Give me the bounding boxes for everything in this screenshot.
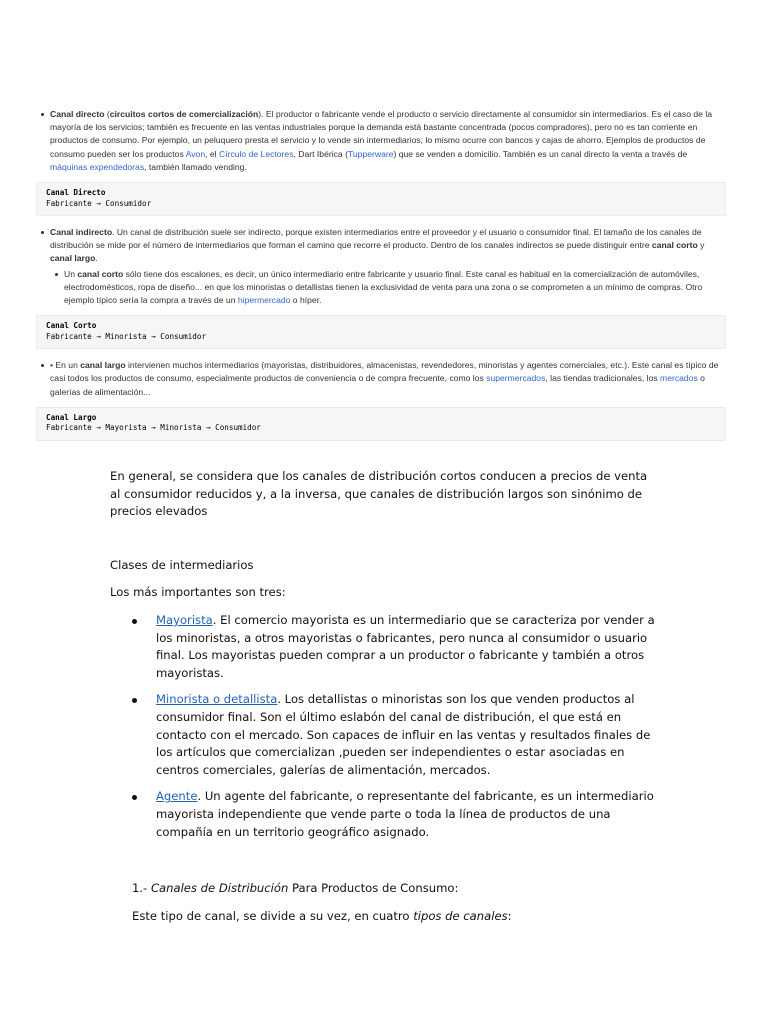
code-line: Fabricante → Mayorista → Minorista → Consumidor: [46, 423, 261, 433]
intro-paragraph: En general, se considera que los canales de distribución cortos conducen a precios de venta al consumidor reducidos y, a la inversa, que canales de distribución largos son sinónimo de precios elevados: [110, 469, 648, 519]
direct-channel-bullet: Canal directo (circuitos cortos de comercialización). El productor o fabricante vende el producto o servicio directamente al consumidor sin intermediarios. Es el caso de la mayoría de los servicios; también es frecuente en las ventas industriales porque la demanda está bastante concentrada (pocos compradores), pero no es tan corriente en productos de consumo. Por ejemplo, un peluquero presta el servicio y lo vende sin intermediarios; lo mismo ocurre con bancos y cajas de ahorro. Ejemplos de productos de consumo pueden ser los productos Avon, el Círculo de Lectores, Dart Ibérica (Tupperware) que se venden a domicilio. También es un canal directo la venta a través de máquinas expendedoras, también llamado vending.: [36, 108, 726, 174]
link-mayorista[interactable]: Mayorista: [156, 613, 213, 627]
intermediaries-list: [110, 612, 660, 841]
list-item-mayorista: Mayorista. El comercio mayorista es un intermediario que se caracteriza por vender a los minoristas, a otros mayoristas o fabricantes, pero nunca al consumidor o usuario final. Los mayoristas pueden comprar a un productor o fabricante y también a otros mayoristas.: [110, 612, 660, 682]
short-channel-bullet: Un canal corto sólo tiene dos escalones, es decir, un único intermediario entre fabricante y usuario final. Este canal es habitual en la comercialización de automóviles, electrodomésticos, ropa de diseño... en que los minoristas o detallistas tienen la exclusividad de venta para una zona o se comprometen a un mínimo de compras. Otro ejemplo típico sería la compra a través de un hipermercado o híper.: [36, 268, 726, 308]
code-title: Canal Directo: [46, 188, 106, 198]
link-avon[interactable]: Avon: [185, 148, 206, 159]
link-tupperware[interactable]: Tupperware: [347, 148, 394, 159]
code-line: Fabricante → Minorista → Consumidor: [46, 331, 207, 341]
code-block-long: [36, 407, 726, 441]
link-mercados[interactable]: mercados: [660, 373, 698, 384]
link-minorista[interactable]: Minorista o detallista: [156, 692, 278, 707]
link-agente[interactable]: Agente: [156, 789, 198, 804]
code-title: Canal Largo: [46, 412, 97, 422]
code-block-direct: [36, 182, 726, 216]
link-circulo-lectores[interactable]: Círculo de Lectores: [218, 148, 294, 159]
code-line: Fabricante → Consumidor: [46, 198, 152, 208]
list-item-minorista: Minorista o detallista. Los detallistas o minoristas son los que venden productos al consumidor final. Son el último eslabón del canal de distribución, el que está en contacto con el mercado. Son capaces de influir en las ventas y resultados finales de los artículos que comercializan ,pueden ser independientes o estar asociadas en centros comerciales, galerías de alimentación, mercados.: [110, 691, 660, 779]
consumer-channels-heading: 1.- Canales de Distribución Para Productos de Consumo:: [132, 881, 459, 895]
link-supermercados[interactable]: supermercados: [486, 373, 546, 384]
indirect-channel-bullet: Canal indirecto. Un canal de distribución suele ser indirecto, porque existen intermediarios entre el proveedor y el usuario o consumidor final. El tamaño de los canales de distribución se mide por el número de intermediarios que forman el camino que recorre el producto. Dentro de los canales indirectos se puede distinguir entre canal corto y canal largo.: [36, 226, 726, 266]
link-maquinas-expendedoras[interactable]: máquinas expendedoras: [50, 161, 145, 172]
link-hipermercado[interactable]: hipermercado: [237, 295, 291, 306]
embedded-screenshot: [36, 108, 726, 451]
code-title: Canal Corto: [46, 321, 97, 331]
long-channel-bullet: • En un canal largo intervienen muchos intermediarios (mayoristas, distribuidores, almacenistas, revendedores, minoristas y agentes comerciales, etc.). Este canal es típico de casi todos los productos de consumo, especialmente productos de conveniencia o de compra frecuente, como los supermercados, las tiendas tradicionales, los mercados o galerías de alimentación...: [36, 359, 726, 399]
section-heading: Clases de intermediarios: [110, 558, 254, 572]
lead-text: Los más importantes son tres:: [110, 585, 286, 599]
channel-types-text: Este tipo de canal, se divide a su vez, en cuatro tipos de canales:: [132, 909, 512, 923]
list-item-agente: Agente. Un agente del fabricante, o representante del fabricante, es un intermediario mayorista independiente que vende parte o toda la línea de productos de una compañía en un territorio geográfico asignado.: [110, 788, 660, 841]
code-block-short: [36, 315, 726, 349]
